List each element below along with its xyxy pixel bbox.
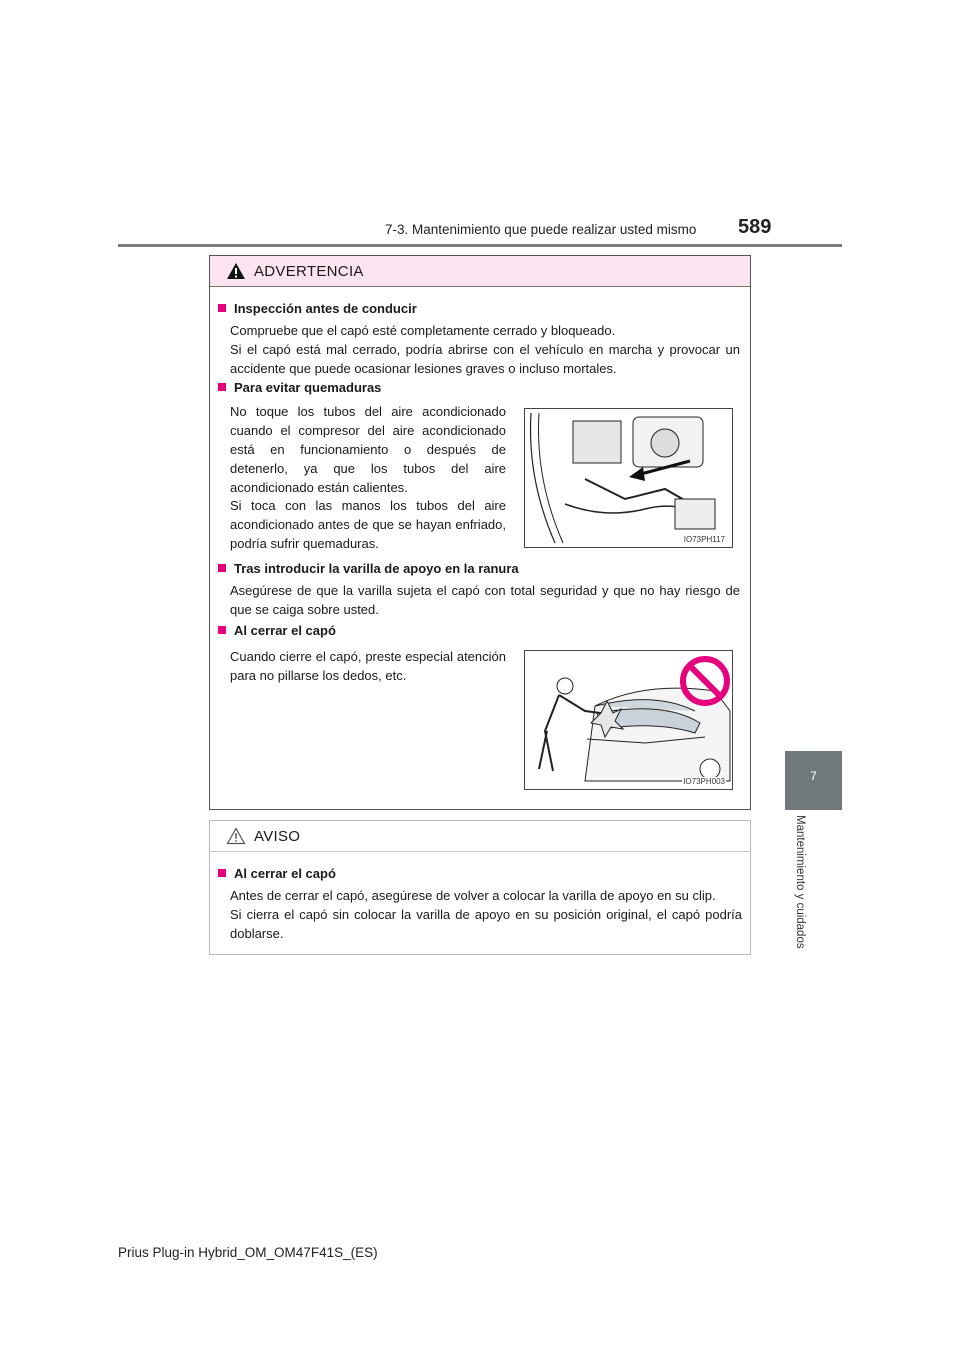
page-number: 589 <box>738 216 772 238</box>
bullet-square-icon <box>218 304 226 312</box>
figure-code: IO73PH003 <box>683 777 725 786</box>
bullet-square-icon <box>218 564 226 572</box>
document-footer: Prius Plug-in Hybrid_OM_OM47F41S_(ES) <box>118 1245 378 1260</box>
notice-header <box>210 821 750 852</box>
section-title: 7-3. Mantenimiento que puede realizar usted mismo <box>385 222 697 237</box>
chapter-label: Mantenimiento y cuidados <box>794 815 806 949</box>
paragraph: Asegúrese de que la varilla sujeta el capó con total seguridad y que no hay riesgo de que se caiga sobre usted. <box>230 583 740 617</box>
paragraph: No toque los tubos del aire acondicionado cuando el compresor del aire acondicionado está en funcionamiento o después de detenerlo, ya que los tubos del aire acondicionado están calientes. <box>230 404 506 495</box>
bullet-square-icon <box>218 383 226 391</box>
paragraph: Si toca con las manos los tubos del aire acondicionado antes de que se hayan enfriado, podría sufrir quemaduras. <box>230 498 506 551</box>
chapter-tab[interactable]: 7 <box>785 751 842 810</box>
paragraph: Compruebe que el capó esté completamente cerrado y bloqueado. Si el capó está mal cerrado, podría abrirse con el vehículo en marcha y provocar un accidente que puede ocasionar lesiones graves o incluso mortales. <box>230 323 740 376</box>
closing-hood-illustration <box>524 650 733 790</box>
section-heading: Al cerrar el capó <box>218 866 336 881</box>
warning-icon <box>226 262 246 280</box>
engine-bay-drawing <box>525 409 732 547</box>
section-heading: Inspección antes de conducir <box>218 301 417 316</box>
section-heading: Tras introducir la varilla de apoyo en la ranura <box>218 561 519 576</box>
notice-title: AVISO <box>254 827 301 845</box>
section-heading: Al cerrar el capó <box>218 623 336 638</box>
bullet-square-icon <box>218 869 226 877</box>
closing-hood-drawing <box>525 651 732 789</box>
section-heading: Para evitar quemaduras <box>218 380 381 395</box>
engine-bay-illustration <box>524 408 733 548</box>
header-divider <box>118 244 842 247</box>
warning-title: ADVERTENCIA <box>254 262 364 280</box>
figure-code: IO73PH117 <box>683 535 725 544</box>
paragraph: Antes de cerrar el capó, asegúrese de volver a colocar la varilla de apoyo en su clip. Si cierra el capó sin colocar la varilla de apoyo en su posición original, el capó podría doblarse. <box>230 888 742 941</box>
caution-outline-icon <box>226 827 246 845</box>
paragraph: Cuando cierre el capó, preste especial atención para no pillarse los dedos, etc. <box>230 649 506 683</box>
warning-header <box>210 256 750 287</box>
bullet-square-icon <box>218 626 226 634</box>
